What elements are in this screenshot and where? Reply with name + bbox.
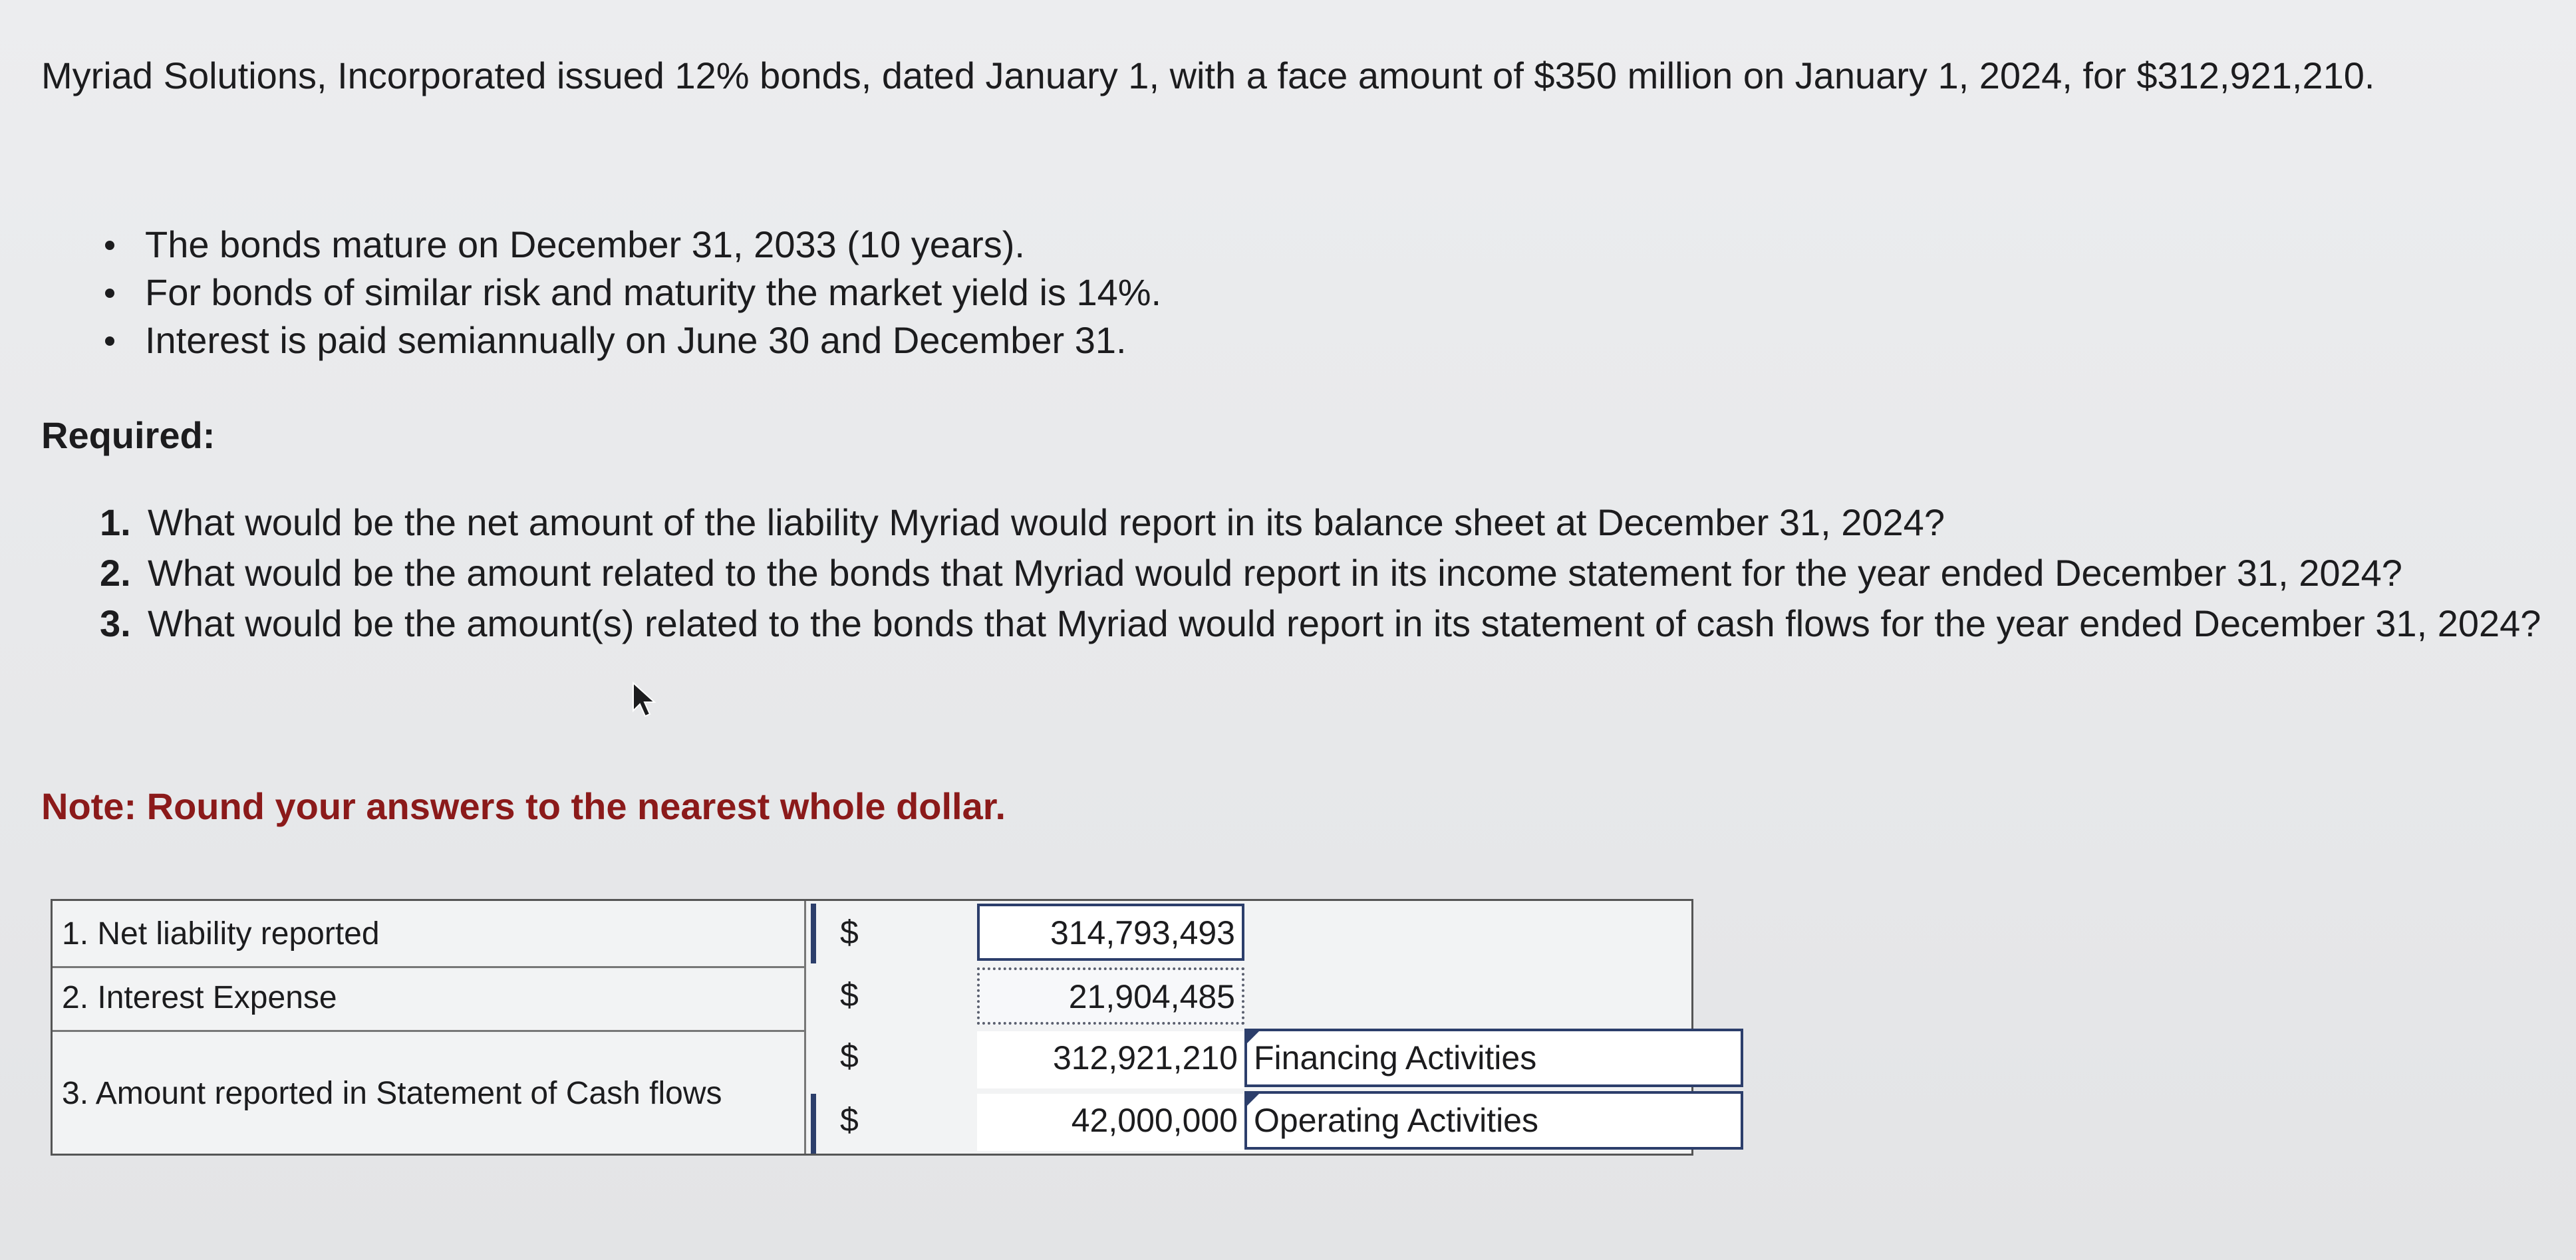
dropdown-indicator-icon [1247, 1094, 1259, 1106]
row-divider [53, 1030, 804, 1032]
net-liability-label: 1. Net liability reported [62, 916, 380, 951]
row3-currency-2: $ [840, 1101, 859, 1138]
operating-category-select[interactable]: Operating Activities [1244, 1091, 1743, 1150]
row1-marker [811, 904, 816, 963]
question-item [100, 497, 2561, 548]
problem-intro: Myriad Solutions, Incorporated issued 12% bonds, dated January 1, with a face amount of $350 million on January 1, 2024, for $312,921,210. [41, 55, 2375, 96]
interest-expense-input[interactable]: 21,904,485 [977, 967, 1244, 1025]
financing-amount-input[interactable]: 312,921,210 [977, 1031, 1244, 1088]
question-text: What would be the amount(s) related to the bonds that Myriad would report in its statement of cash flows for the year ended December 31, 2024? [148, 602, 2541, 644]
column-divider [804, 901, 806, 1154]
row-divider [53, 966, 804, 968]
fact-item: Interest is paid semiannually on June 30 and December 31. [100, 316, 1161, 364]
question-number: 3. [100, 602, 131, 644]
question-item [100, 598, 2561, 649]
net-liability-input[interactable]: 314,793,493 [977, 904, 1244, 961]
row3-marker [811, 1094, 816, 1154]
facts-list [100, 221, 1161, 364]
question-item [100, 548, 2561, 598]
row3-currency-1: $ [840, 1037, 859, 1074]
fact-item: For bonds of similar risk and maturity the market yield is 14%. [100, 269, 1161, 316]
rounding-note: Note: Round your answers to the nearest whole dollar. [41, 785, 1006, 827]
question-text: What would be the net amount of the liability Myriad would report in its balance sheet at December 31, 2024? [148, 501, 1945, 543]
question-number: 2. [100, 552, 131, 594]
question-text: What would be the amount related to the bonds that Myriad would report in its income statement for the year ended December 31, 2024? [148, 552, 2402, 594]
row1-currency: $ [840, 914, 859, 951]
required-heading: Required: [41, 414, 215, 456]
answer-table [51, 899, 1693, 1156]
question-number: 1. [100, 501, 131, 543]
dropdown-indicator-icon [1247, 1031, 1259, 1043]
cash-flows-label: 3. Amount reported in Statement of Cash flows [62, 1076, 722, 1111]
row2-currency: $ [840, 976, 859, 1013]
interest-expense-label: 2. Interest Expense [62, 980, 337, 1015]
fact-item: The bonds mature on December 31, 2033 (10 years). [100, 221, 1161, 269]
operating-amount-input[interactable]: 42,000,000 [977, 1094, 1244, 1151]
questions-list [100, 497, 2561, 649]
mouse-pointer-icon [632, 682, 658, 719]
financing-category-select[interactable]: Financing Activities [1244, 1029, 1743, 1087]
